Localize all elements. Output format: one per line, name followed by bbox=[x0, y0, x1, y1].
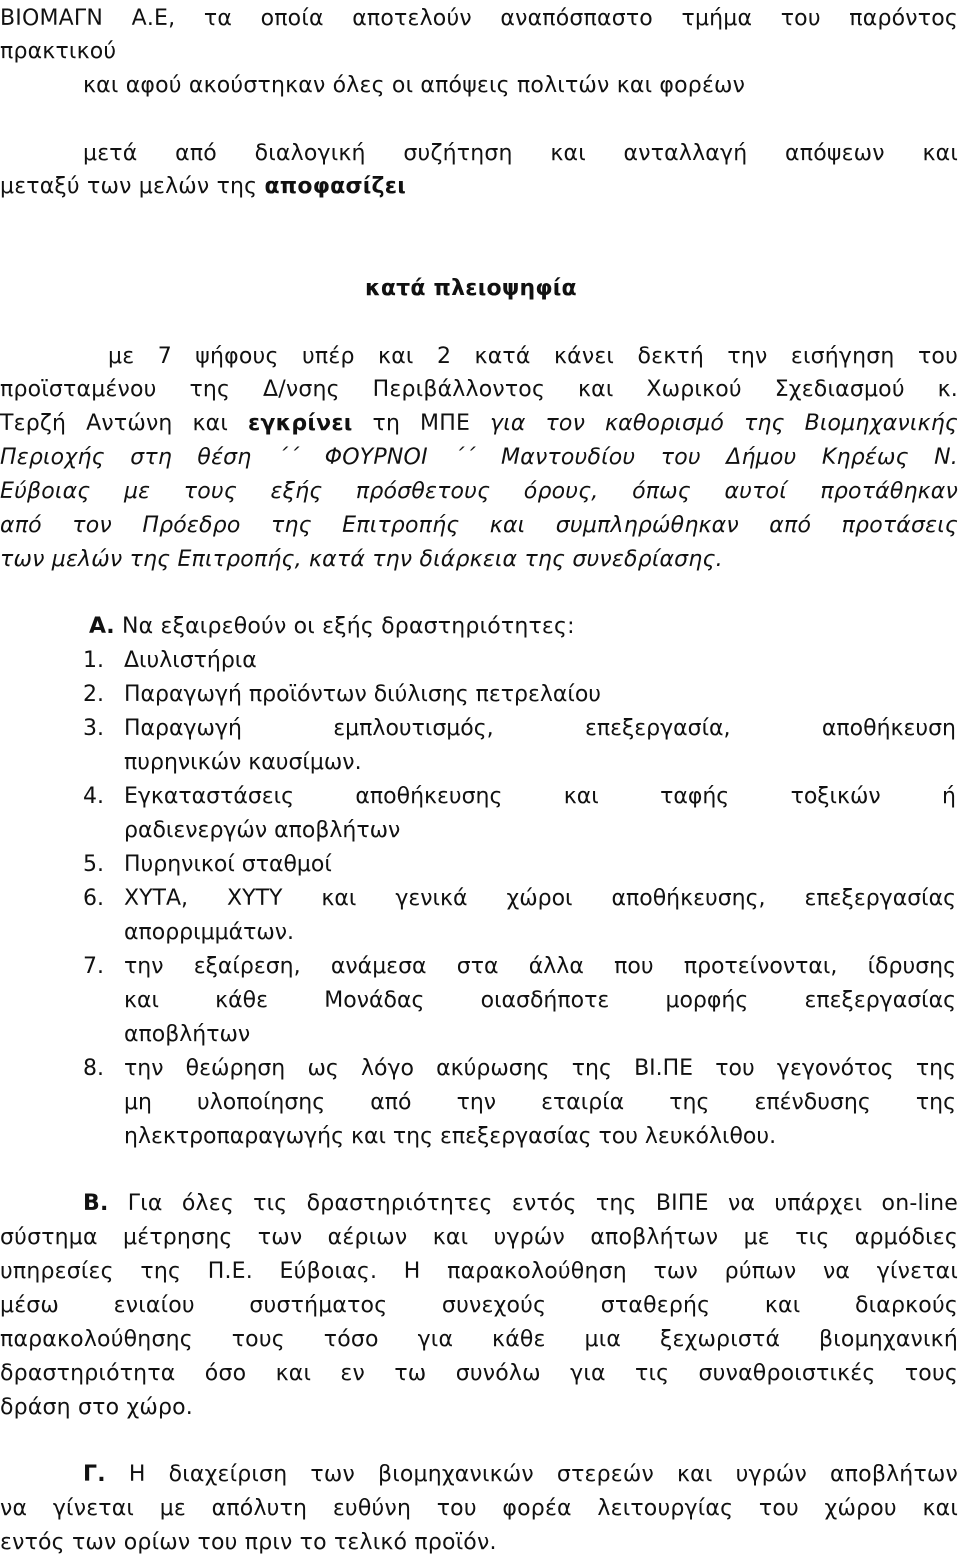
intro-line-3: και αφού ακούστηκαν όλες οι απόψεις πολιτών και φορέων bbox=[83, 73, 746, 98]
decision-line-3-mid: τη ΜΠΕ bbox=[352, 411, 490, 436]
section-c-line-3: εντός των ορίων του πριν το τελικό προϊόν. bbox=[0, 1530, 497, 1555]
intro-line-5 bbox=[0, 170, 958, 203]
list-item-number: 7. bbox=[83, 954, 104, 979]
list-item-number: 1. bbox=[83, 648, 104, 673]
section-a-heading-text: Να εξαιρεθούν οι εξής δραστηριότητες: bbox=[114, 614, 575, 639]
list-item-number: 6. bbox=[83, 886, 104, 911]
section-b-line-1 bbox=[83, 1187, 958, 1220]
list-item-number: 4. bbox=[83, 784, 104, 809]
majority-heading: κατά πλειοψηφία bbox=[365, 276, 577, 301]
section-c-line-1-text: Η διαχείριση των βιομηχανικών στερεών και υγρών αποβλήτων bbox=[105, 1462, 958, 1487]
section-c-line-2: να γίνεται με απόλυτη ευθύνη του φορέα λειτουργίας του χώρου και bbox=[0, 1496, 958, 1521]
intro-line-2: πρακτικού bbox=[0, 39, 117, 64]
intro-line-4: μετά από διαλογική συζήτηση και ανταλλαγή απόψεων και bbox=[83, 141, 958, 166]
section-b-line-5: παρακολούθησης τους τόσο για κάθε μια ξεχωριστά βιομηχανική bbox=[0, 1327, 958, 1352]
approves-keyword: εγκρίνει bbox=[247, 411, 353, 436]
list-item-number: 8. bbox=[83, 1056, 104, 1081]
section-c-line-1 bbox=[83, 1458, 958, 1491]
decides-keyword: αποφασίζει bbox=[264, 174, 406, 199]
section-b-line-1-text: Για όλες τις δραστηριότητες εντός της ΒΙΠΕ να υπάρχει on-line bbox=[108, 1191, 958, 1216]
decision-line-2: προϊσταμένου της Δ/νσης Περιβάλλοντος και Χωρικού Σχεδιασμού κ. bbox=[0, 377, 958, 402]
list-item-continuation: ραδιενεργών αποβλήτων bbox=[124, 818, 401, 843]
list-item-continuation: αποβλήτων bbox=[124, 1022, 251, 1047]
decision-line-3 bbox=[0, 407, 958, 440]
section-b-line-7: δράση στο χώρο. bbox=[0, 1395, 193, 1420]
section-b-line-2: σύστημα μέτρησης των αέριων και υγρών αποβλήτων με τις αρμόδιες bbox=[0, 1225, 958, 1250]
section-b-line-6: δραστηριότητα όσο και εν τω συνόλω για τις συναθροιστικές τους bbox=[0, 1361, 958, 1386]
decision-line-3-italic: για τον καθορισμό της Βιομηχανικής bbox=[489, 411, 958, 436]
list-item-number: 3. bbox=[83, 716, 104, 741]
list-item: Παραγωγή εμπλουτισμός, επεξεργασία, αποθήκευση bbox=[124, 716, 956, 741]
list-item-continuation: και κάθε Μονάδας οιασδήποτε μορφής επεξεργασίας bbox=[124, 988, 956, 1013]
decision-line-4: Περιοχής στη θέση ΄΄ ΦΟΥΡΝΟΙ ΄΄ Μαντουδίου του Δήμου Κηρέως Ν. bbox=[0, 445, 958, 470]
section-c-letter: Γ. bbox=[83, 1462, 106, 1487]
list-item-number: 5. bbox=[83, 852, 104, 877]
intro-line-1: ΒΙΟΜΑΓΝ Α.Ε, τα οποία αποτελούν αναπόσπαστο τμήμα του παρόντος bbox=[0, 6, 958, 31]
list-item: την εξαίρεση, ανάμεσα στα άλλα που προτείνονται, ίδρυσης bbox=[124, 954, 956, 979]
list-item: Εγκαταστάσεις αποθήκευσης και ταφής τοξικών ή bbox=[124, 784, 956, 809]
decision-line-3-text: Τερζή Αντώνη και bbox=[0, 411, 248, 436]
list-item-continuation: ηλεκτροπαραγωγής και της επεξεργασίας του λευκόλιθου. bbox=[124, 1124, 777, 1149]
decision-line-7: των μελών της Επιτροπής, κατά την διάρκεια της συνεδρίασης. bbox=[0, 547, 723, 572]
list-item: την θεώρηση ως λόγο ακύρωσης της ΒΙ.ΠΕ του γεγονότος της bbox=[124, 1056, 956, 1081]
decision-line-1: με 7 ψήφους υπέρ και 2 κατά κάνει δεκτή την εισήγηση του bbox=[108, 344, 958, 369]
list-item-number: 2. bbox=[83, 682, 104, 707]
list-item: Πυρηνικοί σταθμοί bbox=[124, 852, 332, 877]
section-b-line-3: υπηρεσίες της Π.Ε. Εύβοιας. Η παρακολούθηση των ρύπων να γίνεται bbox=[0, 1259, 958, 1284]
section-b-letter: Β. bbox=[83, 1191, 109, 1216]
list-item: Παραγωγή προϊόντων διύλισης πετρελαίου bbox=[124, 682, 602, 707]
section-a-letter: Α. bbox=[89, 614, 115, 639]
list-item: Διυλιστήρια bbox=[124, 648, 257, 673]
section-a-heading bbox=[89, 610, 575, 643]
list-item-continuation: μη υλοποίησης από την εταιρία της επένδυσης της bbox=[124, 1090, 956, 1115]
list-item-continuation: απορριμμάτων. bbox=[124, 920, 295, 945]
section-b-line-4: μέσω ενιαίου συστήματος συνεχούς σταθερής και διαρκούς bbox=[0, 1293, 958, 1318]
decision-line-5: Εύβοιας με τους εξής πρόσθετους όρους, όπως αυτοί προτάθηκαν bbox=[0, 479, 958, 504]
intro-line-5-text: μεταξύ των μελών της bbox=[0, 174, 265, 199]
decision-line-6: από τον Πρόεδρο της Επιτροπής και συμπληρώθηκαν από προτάσεις bbox=[0, 513, 958, 538]
list-item-continuation: πυρηνικών καυσίμων. bbox=[124, 750, 362, 775]
list-item: ΧΥΤΑ, ΧΥΤΥ και γενικά χώροι αποθήκευσης, επεξεργασίας bbox=[124, 886, 956, 911]
